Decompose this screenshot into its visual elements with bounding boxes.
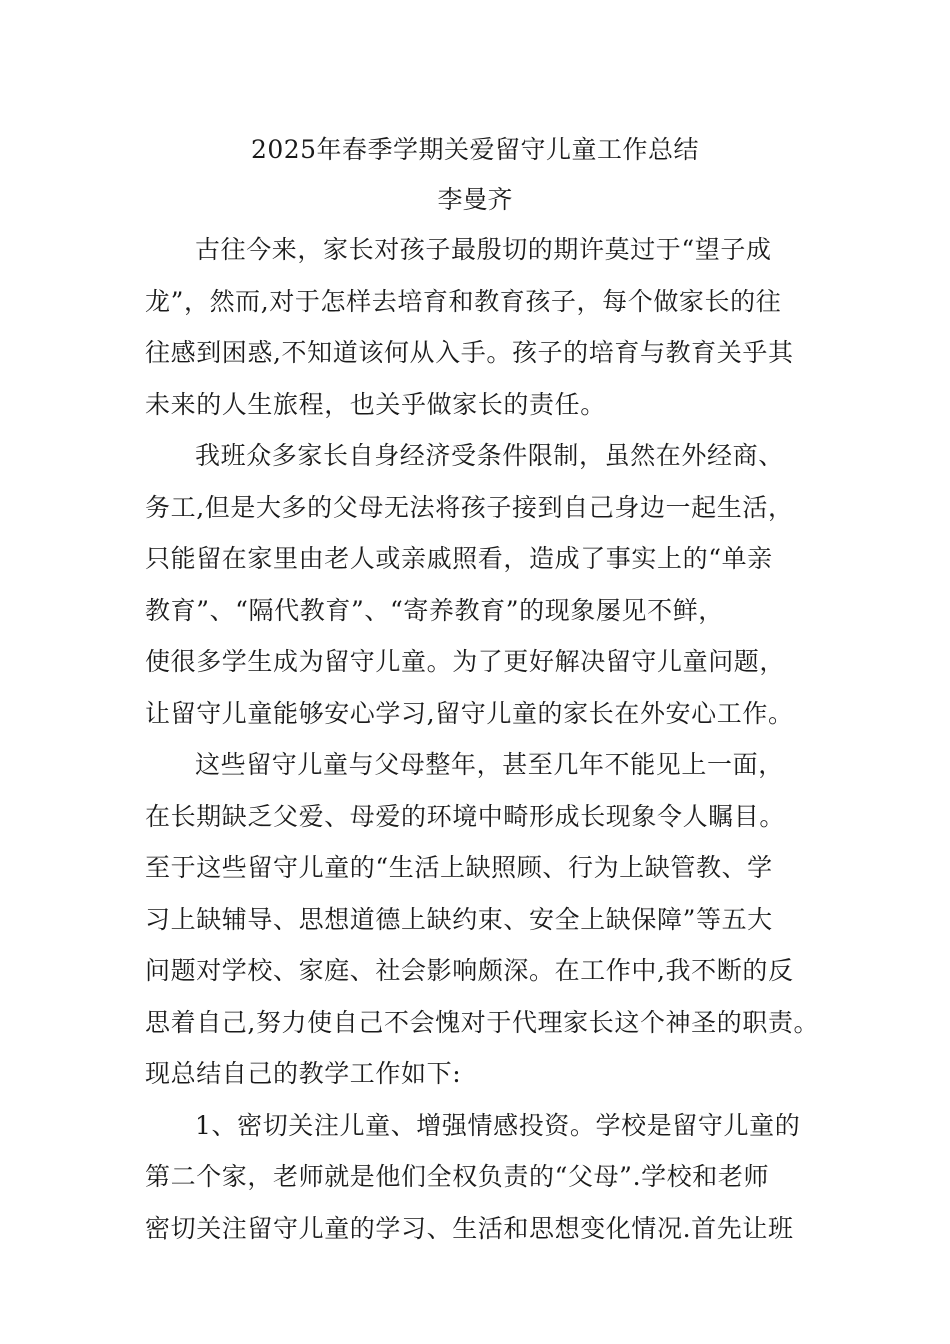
document-title: 2025年春季学期关爱留守儿童工作总结 xyxy=(250,135,700,164)
body-text-line: 1、密切关注儿童、增强情感投资。学校是留守儿童的 xyxy=(195,1110,801,1140)
document-body xyxy=(145,228,825,1258)
body-text-line: 在长期缺乏父爱、母爱的环境中畸形成长现象令人瞩目。 xyxy=(145,801,786,831)
body-text-line: 密切关注留守儿童的学习、生活和思想变化情况.首先让班 xyxy=(145,1213,794,1243)
body-text-line: 现总结自己的教学工作如下: xyxy=(145,1059,462,1088)
body-text-line: 使很多学生成为留守儿童。为了更好解决留守儿童问题， xyxy=(145,647,786,676)
body-text-line: 问题对学校、家庭、社会影响颇深。在工作中,我不断的反 xyxy=(145,956,794,985)
body-text-line: 思着自己,努力使自己不会愧对于代理家长这个神圣的职责。 xyxy=(145,1007,820,1037)
document-author: 李曼齐 xyxy=(437,185,513,214)
body-text-line: 我班众多家长自身经济受条件限制，虽然在外经商、 xyxy=(195,441,784,470)
body-text-line: 未来的人生旅程，也关乎做家长的责任。 xyxy=(145,389,606,419)
body-text-line: 至于这些留守儿童的“生活上缺照顾、行为上缺管教、学 xyxy=(145,853,773,882)
body-text-line: 古往今来，家长对孩子最殷切的期许莫过于“望子成 xyxy=(195,235,772,264)
body-text-line: 务工,但是大多的父母无法将孩子接到自己身边一起生活， xyxy=(145,492,794,522)
body-text-line: 龙”，然而,对于怎样去培育和教育孩子，每个做家长的往 xyxy=(145,286,782,316)
body-text-line: 教育”、“隔代教育”、“寄养教育”的现象屡见不鲜， xyxy=(145,595,724,625)
body-text-line: 往感到困惑,不知道该何从入手。孩子的培育与教育关乎其 xyxy=(145,338,794,367)
body-text-line: 第二个家，老师就是他们全权负责的“父母”.学校和老师 xyxy=(145,1162,770,1191)
body-text-line: 习上缺辅导、思想道德上缺约束、安全上缺保障”等五大 xyxy=(145,904,773,934)
body-text-line: 这些留守儿童与父母整年，甚至几年不能见上一面， xyxy=(195,750,784,779)
body-text-line: 只能留在家里由老人或亲戚照看，造成了事实上的“单亲 xyxy=(145,544,773,573)
body-text-line: 让留守儿童能够安心学习,留守儿童的家长在外安心工作。 xyxy=(145,698,794,728)
